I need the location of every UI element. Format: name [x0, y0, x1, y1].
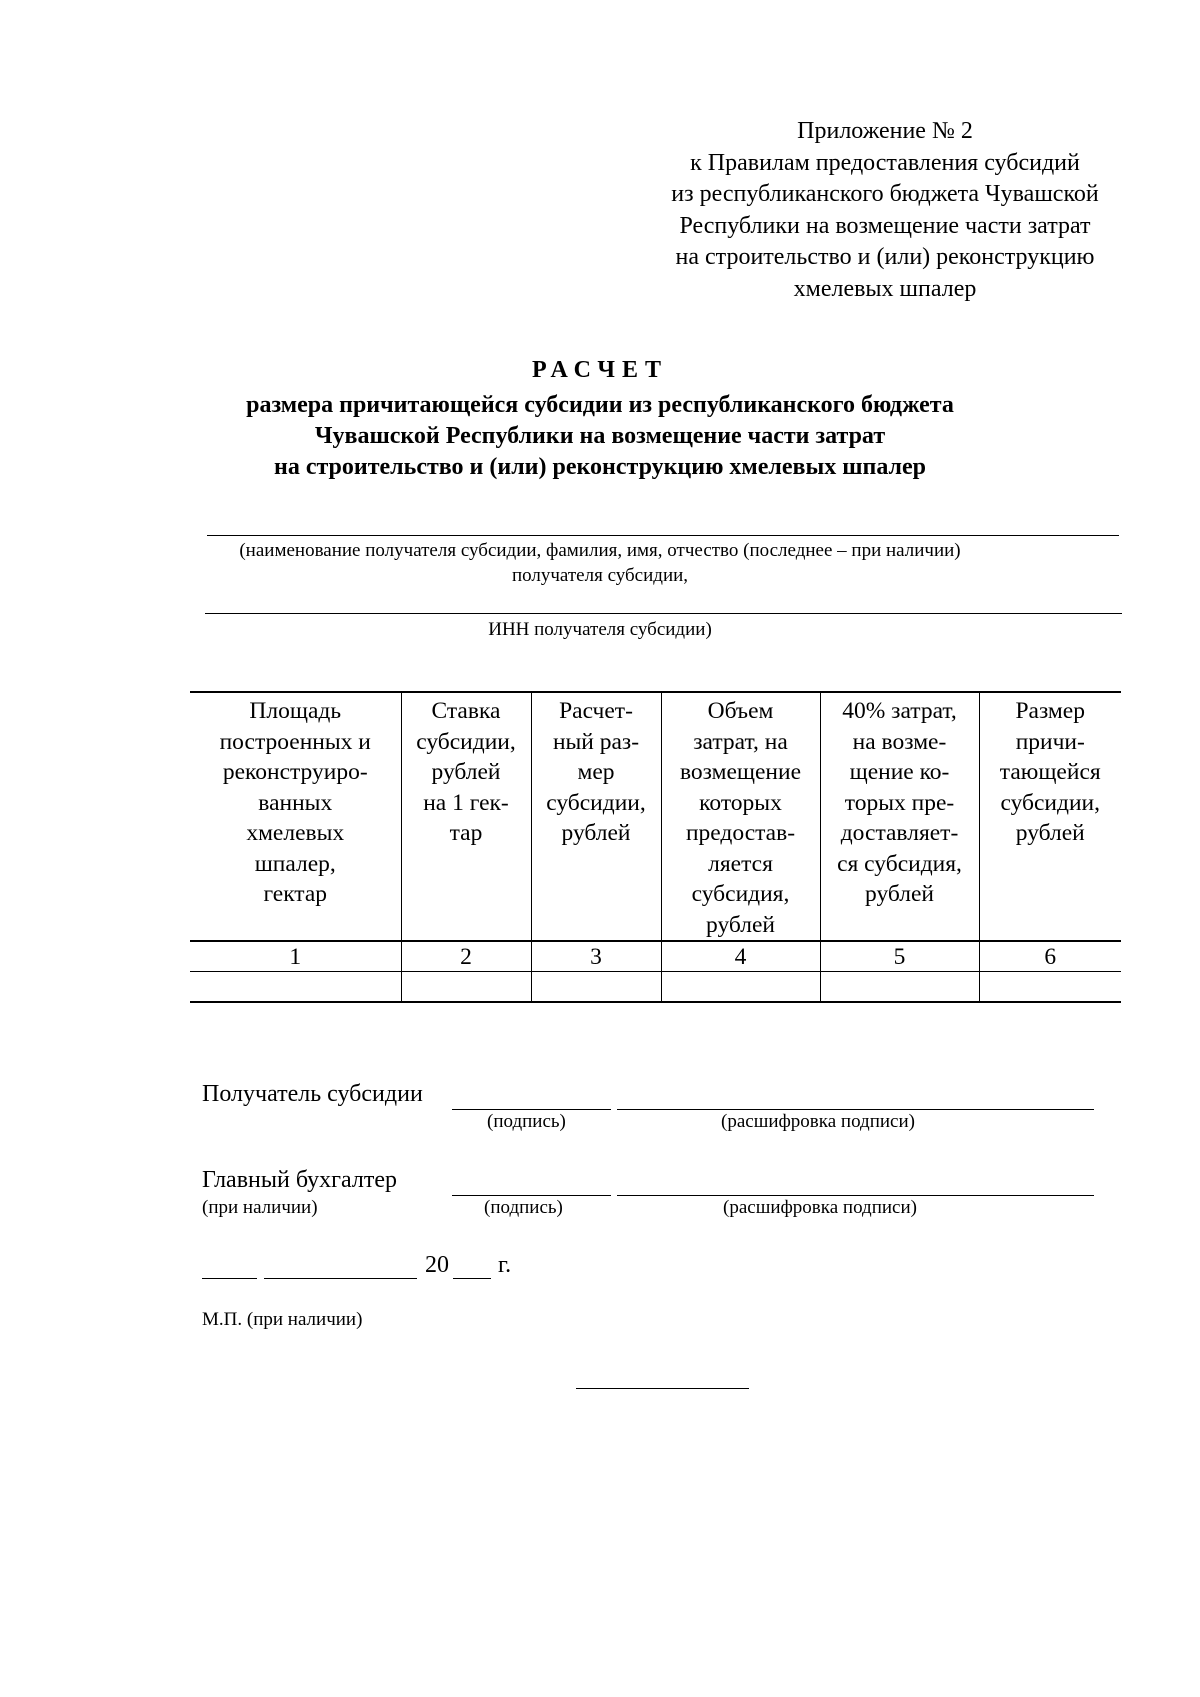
- header-text: щение ко-: [849, 759, 950, 785]
- decoding-caption: (расшифровка подписи): [723, 1197, 917, 1218]
- header-text: Площадь: [249, 698, 342, 724]
- header-text: на 1 гек-: [423, 789, 509, 816]
- accountant-label: Главный бухгалтер: [202, 1167, 397, 1193]
- header-text: рублей: [1015, 820, 1085, 846]
- date-month-line[interactable]: [264, 1278, 417, 1279]
- header-text: затрат, на: [693, 728, 788, 755]
- column-number: 5: [820, 941, 979, 972]
- header-calculated-size: [531, 692, 661, 941]
- document-title: РАСЧЕТ: [531, 357, 669, 383]
- table-cell[interactable]: [820, 972, 979, 1003]
- header-text: ляется: [708, 850, 773, 877]
- column-number: 2: [401, 941, 531, 972]
- header-text: Расчет-: [559, 698, 633, 724]
- column-number-row: [190, 941, 1121, 972]
- header-text: хмелевых: [246, 820, 345, 846]
- table-cell[interactable]: [661, 972, 820, 1003]
- appendix-line: из республиканского бюджета Чувашской: [671, 181, 1099, 208]
- appendix-line: Приложение № 2: [797, 118, 973, 144]
- table-cell[interactable]: [531, 972, 661, 1003]
- recipient-caption: [0, 538, 1200, 588]
- recipient-caption-line1: (наименование получателя субсидии, фамилия, имя, отчество (последнее – при наличии): [239, 540, 961, 561]
- closing-rule: [576, 1388, 749, 1389]
- recipient-label: Получатель субсидии: [202, 1081, 423, 1107]
- appendix-line: хмелевых шпалер: [793, 275, 977, 302]
- header-text: субсидии,: [546, 789, 646, 816]
- header-text: рублей: [561, 820, 631, 846]
- header-text: субсидии,: [416, 728, 516, 755]
- header-text: субсидия,: [691, 881, 790, 907]
- header-rate: [401, 692, 531, 941]
- recipient-signature-line[interactable]: [452, 1109, 611, 1110]
- date-year-prefix: 20: [425, 1252, 449, 1278]
- header-text: причи-: [1015, 728, 1085, 755]
- header-text: рублей: [706, 911, 775, 938]
- header-text: реконструиро-: [222, 759, 368, 785]
- header-text: торых пре-: [844, 789, 955, 816]
- header-text: ный раз-: [552, 728, 640, 755]
- inn-line[interactable]: [205, 613, 1122, 614]
- header-text: Ставка: [431, 698, 501, 724]
- date-suffix: г.: [498, 1252, 512, 1278]
- appendix-line: на строительство и (или) реконструкцию: [675, 244, 1095, 271]
- column-number: 3: [531, 941, 661, 972]
- table-header-row: [190, 692, 1121, 941]
- header-text: гектар: [263, 881, 328, 907]
- subtitle-line: размера причитающейся субсидии из республиканского бюджета: [246, 392, 954, 418]
- date-day-line[interactable]: [202, 1278, 257, 1279]
- header-text: которых: [699, 789, 782, 816]
- header-area: [190, 692, 401, 941]
- header-text: 40% затрат,: [842, 698, 957, 724]
- header-text: предостав-: [685, 820, 796, 846]
- subtitle-line: на строительство и (или) реконструкцию хмелевых шпалер: [273, 454, 927, 480]
- header-cost-volume: [661, 692, 820, 941]
- recipient-name-line[interactable]: [207, 535, 1119, 536]
- signature-caption: (подпись): [487, 1111, 566, 1132]
- signature-caption: (подпись): [484, 1197, 563, 1218]
- accountant-signature-line[interactable]: [452, 1195, 611, 1196]
- header-text: мер: [577, 759, 615, 785]
- header-text: доставляет-: [840, 820, 959, 846]
- appendix-line: Республики на возмещение части затрат: [679, 212, 1091, 239]
- header-due-subsidy: [979, 692, 1121, 941]
- document-subtitle: [0, 390, 1200, 483]
- header-text: рублей: [865, 881, 934, 907]
- header-text: тар: [449, 820, 483, 846]
- table-cell[interactable]: [190, 972, 401, 1003]
- column-number: 6: [979, 941, 1121, 972]
- column-number: 1: [190, 941, 401, 972]
- column-number: 4: [661, 941, 820, 972]
- header-text: Объем: [707, 698, 774, 724]
- calculation-table: [190, 691, 1121, 1003]
- appendix-header: [600, 116, 1170, 306]
- inn-caption: ИНН получателя субсидии): [488, 619, 712, 640]
- header-text: на возме-: [852, 728, 947, 755]
- stamp-label: М.П. (при наличии): [202, 1309, 363, 1330]
- table-cell[interactable]: [979, 972, 1121, 1003]
- accountant-note: (при наличии): [202, 1197, 318, 1218]
- date-year-line[interactable]: [453, 1278, 491, 1279]
- table-cell[interactable]: [401, 972, 531, 1003]
- appendix-line: к Правилам предоставления субсидий: [690, 149, 1080, 176]
- header-text: субсидии,: [1000, 789, 1100, 816]
- header-text: ся субсидия,: [837, 850, 962, 877]
- subtitle-line: Чувашской Республики на возмещение части затрат: [314, 423, 886, 449]
- header-text: тающейся: [999, 759, 1101, 785]
- header-text: шпалер,: [254, 850, 336, 877]
- header-text: построенных и: [219, 728, 371, 755]
- accountant-decoding-line[interactable]: [617, 1195, 1094, 1196]
- recipient-caption-line2: получателя субсидии,: [511, 565, 689, 586]
- table-row: [190, 972, 1121, 1003]
- decoding-caption: (расшифровка подписи): [721, 1111, 915, 1132]
- header-text: возмещение: [679, 759, 802, 785]
- header-forty-percent: [820, 692, 979, 941]
- header-text: рублей: [431, 759, 501, 785]
- recipient-decoding-line[interactable]: [617, 1109, 1094, 1110]
- header-text: ванных: [258, 789, 333, 816]
- header-text: Размер: [1015, 698, 1085, 724]
